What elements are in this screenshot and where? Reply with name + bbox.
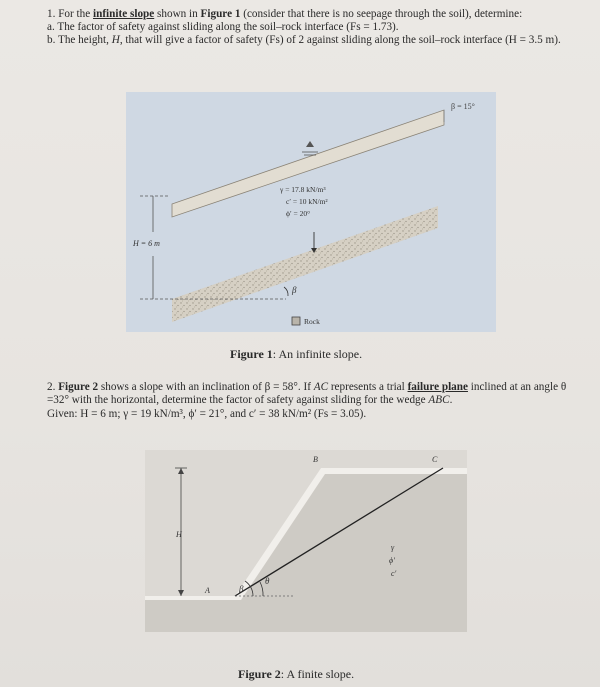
q2-term: failure plane [407,381,468,393]
rock-legend-label: Rock [304,317,320,326]
unit-weight-label: γ = 17.8 kN/m³ [280,185,326,194]
beta-symbol: β [292,285,297,295]
label-h: H [176,530,182,539]
q1-intro-pre: For the [58,8,91,20]
height-label: H = 6 m [133,239,160,248]
label-phi: ϕ′ [389,556,395,565]
label-gamma: γ [391,543,395,552]
q1-part-b-lead: b. The height, [47,34,109,47]
q2-abc: ABC [428,394,450,407]
figure-2-caption [238,667,354,682]
q1-term: infinite slope [93,8,155,20]
q2-fig-ref: Figure 2 [58,381,99,393]
question-2: 2. Figure 2 shows a slope with an inclination of β = 58°. If AC represents a trial failure plane inclined at an angle θ =32° with the horizontal, determine the factor of safety against sliding for the wedge ABC. Given: H = 6 m; γ = 19 kN/m³, ϕ′ = 21°, and c′ = 38 kN/m² (Fs = 3.05). [47,381,567,420]
friction-angle-label: ϕ′ = 20° [286,209,311,218]
q2-number: 2. [47,381,56,393]
label-c-prime: c′ [391,569,397,578]
figure-2-caption-text: : A finite slope. [280,667,355,681]
q1-intro-post: (consider that there is no seepage through the soil), determine: [243,8,523,20]
figure-1-caption [230,347,362,362]
figure-2-caption-bold: Figure 2 [238,667,281,681]
q2-text-1: shows a slope with an inclination of β = 58°. If [100,381,311,393]
q1-part-a: a. The factor of safety against sliding along the soil–rock interface (Fs = 1.73). [47,21,399,34]
beta-angle-label: β = 15° [451,102,475,111]
q1-number: 1. [47,8,56,20]
q2-ac: AC [313,381,329,393]
figure-1-caption-text: : An infinite slope. [272,347,363,361]
cohesion-label: c′ = 10 kN/m² [286,197,328,206]
q2-text-3: inclined at an angle θ =32° with the horizontal, determine the factor of safety against sliding for the wedge [47,381,567,407]
question-1 [47,8,562,48]
figure-1 [126,92,496,332]
q1-part-b-rest: , that will give a factor of safety (Fs) of 2 against sliding along the soil–rock interface (H = 3.5 m). [119,34,561,47]
rock-legend-swatch [292,317,300,325]
label-c: C [432,455,438,464]
q2-given: Given: H = 6 m; γ = 19 kN/m³, ϕ′ = 21°, and c′ = 38 kN/m² (Fs = 3.05). [47,407,367,420]
label-theta: θ [265,576,270,586]
q1-intro-mid: shown in [157,8,198,20]
figure-1-caption-bold: Figure 1 [230,347,273,361]
label-b: B [313,455,318,464]
figure-2 [145,450,467,632]
q1-fig-ref: Figure 1 [200,8,241,20]
q2-text-2: represents a trial [330,381,405,393]
label-a: A [205,586,210,595]
q1-part-b-var: H [111,34,120,47]
label-beta: β [239,584,244,594]
